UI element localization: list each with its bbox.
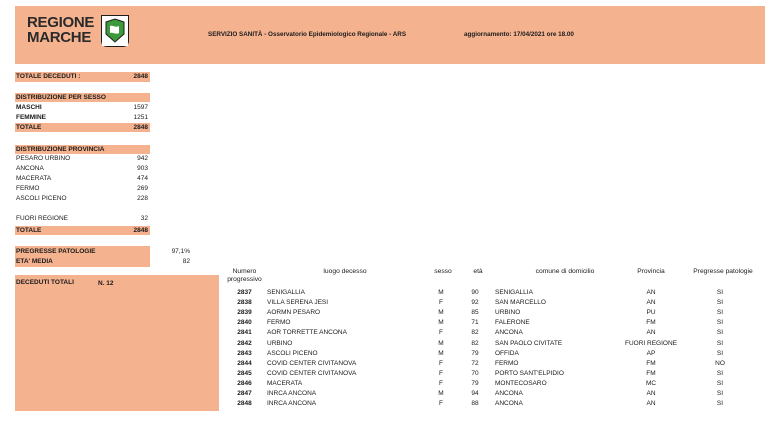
cell-luogo: MACERATA bbox=[267, 379, 303, 387]
cell-eta: 90 bbox=[471, 289, 479, 297]
cell-numero: 2837 bbox=[237, 289, 252, 297]
cell-eta: 79 bbox=[471, 349, 479, 357]
cell-luogo: URBINO bbox=[267, 339, 293, 347]
cell-eta: 70 bbox=[471, 369, 479, 377]
cell-patologie: SI bbox=[716, 369, 724, 377]
cell-numero: 2845 bbox=[237, 369, 252, 377]
regional-shield-icon bbox=[101, 15, 129, 47]
cell-patologie: SI bbox=[716, 389, 724, 397]
cell-luogo: INRCA ANCONA bbox=[267, 400, 317, 408]
provincia-value: 269 bbox=[137, 185, 148, 192]
cell-comune: FALERONE bbox=[495, 319, 530, 327]
cell-numero: 2844 bbox=[237, 359, 252, 367]
cell-sesso: F bbox=[439, 400, 443, 408]
eta-media-label: ETA' MEDIA bbox=[16, 258, 53, 265]
cell-eta: 71 bbox=[471, 319, 479, 327]
provincia-value: 228 bbox=[137, 195, 148, 202]
table-row bbox=[222, 308, 755, 318]
service-title: SERVIZIO SANITÀ - Osservatorio Epidemiologico Regionale - ARS bbox=[208, 31, 407, 38]
cell-numero: 2846 bbox=[237, 379, 252, 387]
cell-numero: 2848 bbox=[237, 400, 252, 408]
cell-sesso: M bbox=[438, 319, 444, 327]
femmine-label: FEMMINE bbox=[16, 114, 46, 121]
provincia-value: 942 bbox=[137, 155, 148, 162]
table-row bbox=[222, 359, 755, 369]
cell-patologie: SI bbox=[716, 379, 724, 387]
cell-comune: ANCONA bbox=[495, 400, 523, 408]
cell-comune: OFFIDA bbox=[495, 349, 519, 357]
table-row bbox=[222, 399, 755, 409]
cell-eta: 82 bbox=[471, 329, 479, 337]
cell-provincia: FM bbox=[646, 369, 656, 377]
provincia-label: ASCOLI PICENO bbox=[16, 195, 67, 202]
table-row bbox=[222, 318, 755, 328]
provincia-label: FERMO bbox=[16, 185, 40, 192]
table-row bbox=[222, 389, 755, 399]
fuori-regione-label: FUORI REGIONE bbox=[16, 215, 69, 222]
sesso-title: DISTRIBUZIONE PER SESSO bbox=[16, 94, 106, 101]
cell-sesso: F bbox=[439, 299, 443, 307]
header-eta: età bbox=[473, 268, 483, 275]
cell-comune: ANCONA bbox=[495, 329, 523, 337]
provincia-value: 903 bbox=[137, 165, 148, 172]
provincia-totale-value: 2848 bbox=[133, 227, 148, 234]
deaths-table bbox=[222, 288, 755, 409]
cell-numero: 2839 bbox=[237, 309, 252, 317]
provincia-label: MACERATA bbox=[16, 175, 52, 182]
patologie-label: PREGRESSE PATOLOGIE bbox=[16, 248, 96, 255]
cell-luogo: COVID CENTER CIVITANOVA bbox=[267, 359, 357, 367]
cell-patologie: SI bbox=[716, 299, 724, 307]
cell-numero: 2842 bbox=[237, 339, 252, 347]
cell-sesso: M bbox=[438, 349, 444, 357]
cell-comune: SAN PAOLO CIVITATE bbox=[495, 339, 563, 347]
cell-patologie: SI bbox=[716, 349, 724, 357]
cell-provincia: PU bbox=[646, 309, 656, 317]
update-timestamp: aggiornamento: 17/04/2021 ore 18.00 bbox=[464, 31, 574, 38]
cell-numero: 2841 bbox=[237, 329, 252, 337]
cell-provincia: AP bbox=[646, 349, 656, 357]
cell-sesso: M bbox=[438, 389, 444, 397]
cell-numero: 2843 bbox=[237, 349, 252, 357]
cell-numero: 2847 bbox=[237, 389, 252, 397]
cell-provincia: MC bbox=[645, 379, 657, 387]
cell-patologie: SI bbox=[716, 329, 724, 337]
header-comune: comune di domicilio bbox=[535, 268, 595, 275]
table-row bbox=[222, 379, 755, 389]
cell-comune: FERMO bbox=[495, 359, 519, 367]
sesso-totale-value: 2848 bbox=[133, 124, 148, 131]
table-row bbox=[222, 298, 755, 308]
cell-comune: SENIGALLIA bbox=[495, 289, 533, 297]
cell-provincia: FM bbox=[646, 319, 656, 327]
cell-patologie: SI bbox=[716, 289, 724, 297]
table-row bbox=[222, 349, 755, 359]
provincia-title: DISTRIBUZIONE PROVINCIA bbox=[16, 146, 105, 153]
cell-comune: URBINO bbox=[495, 309, 521, 317]
cell-luogo: COVID CENTER CIVITANOVA bbox=[267, 369, 357, 377]
cell-luogo: INRCA ANCONA bbox=[267, 389, 317, 397]
cell-provincia: AN bbox=[646, 289, 656, 297]
cell-eta: 79 bbox=[471, 379, 479, 387]
cell-luogo: ASCOLI PICENO bbox=[267, 349, 318, 357]
cell-comune: MONTECOSARO bbox=[495, 379, 547, 387]
cell-sesso: M bbox=[438, 289, 444, 297]
cell-sesso: F bbox=[439, 329, 443, 337]
deceduti-totali-count: N. 12 bbox=[98, 280, 114, 287]
table-row bbox=[222, 338, 755, 348]
header-luogo: luogo decesso bbox=[323, 268, 367, 275]
cell-comune: PORTO SANT'ELPIDIO bbox=[495, 369, 564, 377]
cell-eta: 88 bbox=[471, 400, 479, 408]
maschi-label: MASCHI bbox=[16, 104, 42, 111]
totale-deceduti-label: TOTALE DECEDUTI : bbox=[16, 73, 81, 80]
header-sesso: sesso bbox=[434, 268, 452, 275]
cell-sesso: F bbox=[439, 379, 443, 387]
cell-numero: 2840 bbox=[237, 319, 252, 327]
sesso-totale-label: TOTALE bbox=[16, 124, 42, 131]
cell-eta: 85 bbox=[471, 309, 479, 317]
cell-provincia: AN bbox=[646, 400, 656, 408]
logo-text: REGIONE MARCHE bbox=[27, 14, 95, 46]
header-patologie: Pregresse patologie bbox=[693, 268, 753, 275]
provincia-totale-label: TOTALE bbox=[16, 227, 42, 234]
maschi-value: 1597 bbox=[133, 104, 148, 111]
cell-luogo: FERMO bbox=[267, 319, 291, 327]
cell-luogo: AOR TORRETTE ANCONA bbox=[267, 329, 347, 337]
cell-sesso: F bbox=[439, 369, 443, 377]
cell-eta: 72 bbox=[471, 359, 479, 367]
cell-luogo: AORMN PESARO bbox=[267, 309, 321, 317]
eta-media-value: 82 bbox=[182, 258, 190, 265]
header-numero: Numero progressivo bbox=[227, 268, 262, 283]
cell-comune: SAN MARCELLO bbox=[495, 299, 546, 307]
cell-eta: 92 bbox=[471, 299, 479, 307]
regione-marche-logo bbox=[27, 15, 137, 49]
cell-numero: 2838 bbox=[237, 299, 252, 307]
cell-patologie: SI bbox=[716, 400, 724, 408]
cell-provincia: AN bbox=[646, 299, 656, 307]
patologie-value: 97,1% bbox=[171, 248, 190, 255]
table-row bbox=[222, 288, 755, 298]
cell-luogo: SENIGALLIA bbox=[267, 289, 305, 297]
cell-patologie: SI bbox=[716, 309, 724, 317]
cell-patologie: SI bbox=[716, 319, 724, 327]
cell-provincia: FM bbox=[646, 359, 656, 367]
cell-sesso: F bbox=[439, 359, 443, 367]
cell-patologie: SI bbox=[716, 339, 724, 347]
cell-comune: ANCONA bbox=[495, 389, 523, 397]
table-row bbox=[222, 328, 755, 338]
deceduti-totali-label: DECEDUTI TOTALI bbox=[16, 279, 74, 286]
cell-eta: 82 bbox=[471, 339, 479, 347]
provincia-value: 474 bbox=[137, 175, 148, 182]
table-row bbox=[222, 369, 755, 379]
cell-patologie: NO bbox=[715, 359, 725, 367]
cell-luogo: VILLA SERENA JESI bbox=[267, 299, 329, 307]
cell-sesso: M bbox=[438, 309, 444, 317]
cell-eta: 94 bbox=[471, 389, 479, 397]
provincia-label: ANCONA bbox=[16, 165, 44, 172]
totale-deceduti-value: 2848 bbox=[133, 73, 148, 80]
fuori-regione-value: 32 bbox=[140, 215, 148, 222]
cell-provincia: AN bbox=[646, 389, 656, 397]
provincia-label: PESARO URBINO bbox=[16, 155, 71, 162]
deceduti-totali-box bbox=[15, 275, 219, 411]
femmine-value: 1251 bbox=[133, 114, 148, 121]
header-provincia: Provincia bbox=[637, 268, 665, 275]
cell-provincia: FUORI REGIONE bbox=[624, 339, 677, 347]
cell-provincia: AN bbox=[646, 329, 656, 337]
cell-sesso: M bbox=[438, 339, 444, 347]
